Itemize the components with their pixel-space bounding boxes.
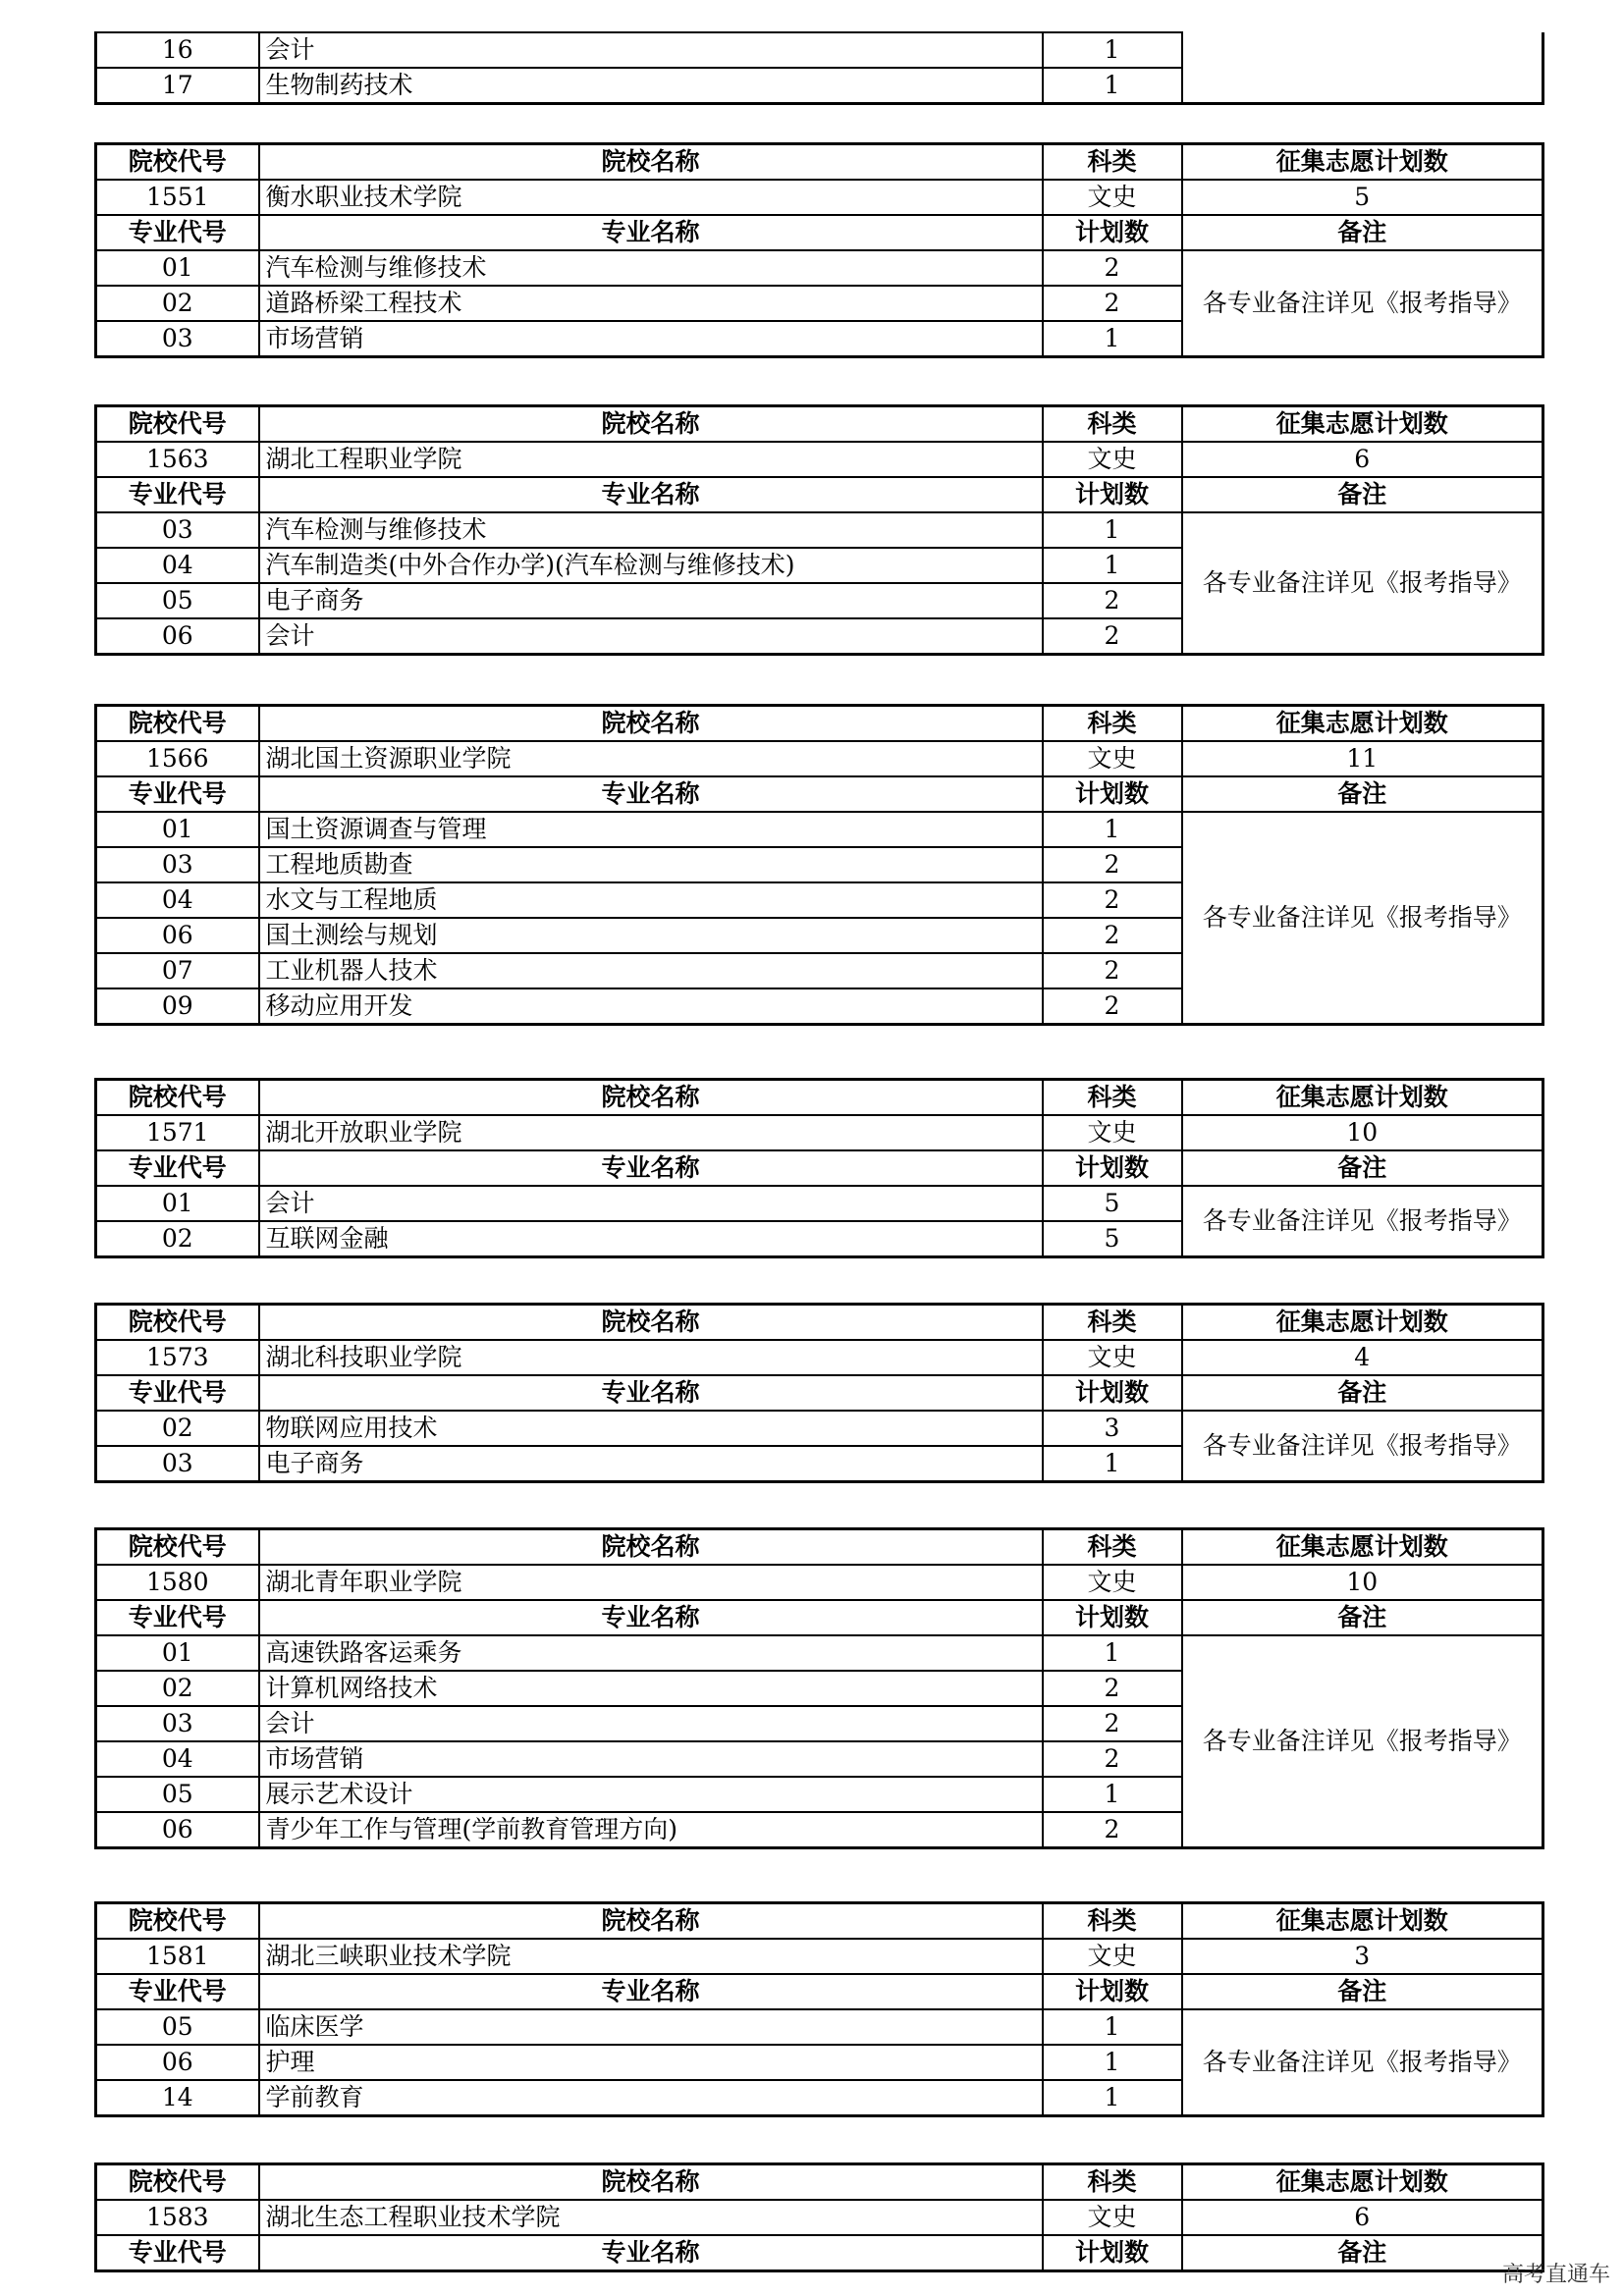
category-header: 科类 [1043,706,1182,742]
table-row [96,1411,1543,1446]
school-code: 1581 [96,1939,259,1974]
school-plan-total: 6 [1182,442,1543,477]
major-name: 电子商务 [259,583,1043,618]
major-name: 互联网金融 [259,1221,1043,1257]
major-plan: 2 [1043,953,1182,988]
school-info-row [96,741,1543,776]
remark-note: 各专业备注详见《报考指导》 [1182,2009,1543,2116]
school-category: 文史 [1043,2200,1182,2235]
major-name: 市场营销 [259,321,1043,357]
school-plan-total: 10 [1182,1565,1543,1600]
school-block [94,1078,1544,1258]
major-plan: 1 [1043,32,1182,68]
major-code: 17 [96,68,259,104]
plan-total-header: 征集志愿计划数 [1182,1903,1543,1940]
school-name: 湖北工程职业学院 [259,442,1043,477]
school-code-header: 院校代号 [96,2164,259,2201]
major-name: 会计 [259,1706,1043,1741]
plan-total-header: 征集志愿计划数 [1182,2164,1543,2201]
school-category: 文史 [1043,1340,1182,1375]
major-code: 04 [96,1741,259,1777]
major-header-row [96,1600,1543,1635]
major-header-row [96,477,1543,512]
major-plan: 1 [1043,1777,1182,1812]
school-block [94,704,1544,1026]
major-name: 物联网应用技术 [259,1411,1043,1446]
major-name: 移动应用开发 [259,988,1043,1025]
remark-note: 各专业备注详见《报考指导》 [1182,1186,1543,1257]
school-code: 1551 [96,180,259,215]
school-code: 1566 [96,741,259,776]
major-plan: 1 [1043,321,1182,357]
plan-total-header: 征集志愿计划数 [1182,1305,1543,1341]
major-code-header: 专业代号 [96,2235,259,2271]
category-header: 科类 [1043,144,1182,181]
major-plan: 2 [1043,1741,1182,1777]
major-code: 06 [96,1812,259,1848]
school-info-row [96,1565,1543,1600]
school-name-header: 院校名称 [259,1080,1043,1116]
major-code: 04 [96,882,259,918]
major-code: 09 [96,988,259,1025]
major-name: 计算机网络技术 [259,1671,1043,1706]
table-row [96,1635,1543,1671]
major-code: 07 [96,953,259,988]
school-info-row [96,1115,1543,1150]
school-header-row [96,706,1543,742]
major-code: 06 [96,618,259,655]
major-code: 03 [96,1446,259,1482]
major-code: 03 [96,512,259,548]
plan-header: 计划数 [1043,1150,1182,1186]
remark-note: 各专业备注详见《报考指导》 [1182,1635,1543,1848]
major-code: 02 [96,286,259,321]
school-name-header: 院校名称 [259,144,1043,181]
major-header-row [96,1150,1543,1186]
school-code: 1571 [96,1115,259,1150]
major-header-row [96,1974,1543,2009]
table-row [96,812,1543,847]
school-name: 湖北开放职业学院 [259,1115,1043,1150]
major-name: 国土测绘与规划 [259,918,1043,953]
major-code: 03 [96,321,259,357]
remark-note: 各专业备注详见《报考指导》 [1182,1411,1543,1482]
major-name: 工程地质勘查 [259,847,1043,882]
school-code-header: 院校代号 [96,706,259,742]
school-category: 文史 [1043,1565,1182,1600]
major-plan: 1 [1043,548,1182,583]
major-header-row [96,776,1543,812]
category-header: 科类 [1043,1903,1182,1940]
school-category: 文史 [1043,442,1182,477]
major-code: 05 [96,583,259,618]
major-code: 01 [96,250,259,286]
school-category: 文史 [1043,180,1182,215]
major-plan: 2 [1043,988,1182,1025]
major-plan: 5 [1043,1186,1182,1221]
major-code: 01 [96,812,259,847]
major-name: 学前教育 [259,2080,1043,2116]
table-row [96,250,1543,286]
major-name: 水文与工程地质 [259,882,1043,918]
major-plan: 1 [1043,2045,1182,2080]
major-code: 02 [96,1411,259,1446]
major-name: 道路桥梁工程技术 [259,286,1043,321]
remark-header: 备注 [1182,477,1543,512]
school-header-row [96,1305,1543,1341]
major-name: 汽车制造类(中外合作办学)(汽车检测与维修技术) [259,548,1043,583]
school-code-header: 院校代号 [96,144,259,181]
school-block [94,1303,1544,1483]
major-plan: 1 [1043,1635,1182,1671]
major-header-row [96,1375,1543,1411]
category-header: 科类 [1043,1305,1182,1341]
remark-header: 备注 [1182,1600,1543,1635]
remark-header: 备注 [1182,1974,1543,2009]
school-plan-total: 4 [1182,1340,1543,1375]
school-code: 1583 [96,2200,259,2235]
major-header-row [96,215,1543,250]
major-plan: 2 [1043,250,1182,286]
remark-header: 备注 [1182,776,1543,812]
plan-header: 计划数 [1043,477,1182,512]
major-code: 06 [96,2045,259,2080]
table-row [96,32,1543,68]
major-name: 电子商务 [259,1446,1043,1482]
remark-note: 各专业备注详见《报考指导》 [1182,250,1543,357]
school-code: 1573 [96,1340,259,1375]
major-code: 02 [96,1671,259,1706]
major-code: 05 [96,1777,259,1812]
major-name: 青少年工作与管理(学前教育管理方向) [259,1812,1043,1848]
school-header-row [96,144,1543,181]
school-header-row [96,1903,1543,1940]
major-code: 04 [96,548,259,583]
major-code: 01 [96,1186,259,1221]
school-header-row [96,1080,1543,1116]
school-name-header: 院校名称 [259,706,1043,742]
major-code-header: 专业代号 [96,776,259,812]
school-code-header: 院校代号 [96,406,259,443]
major-name: 临床医学 [259,2009,1043,2045]
remark-header: 备注 [1182,1375,1543,1411]
school-header-row [96,406,1543,443]
school-info-row [96,1340,1543,1375]
plan-total-header: 征集志愿计划数 [1182,406,1543,443]
major-name-header: 专业名称 [259,1974,1043,2009]
school-category: 文史 [1043,1939,1182,1974]
major-code: 16 [96,32,259,68]
table-row [96,1186,1543,1221]
school-name: 湖北青年职业学院 [259,1565,1043,1600]
table-row [96,512,1543,548]
major-name: 高速铁路客运乘务 [259,1635,1043,1671]
plan-total-header: 征集志愿计划数 [1182,1080,1543,1116]
school-code-header: 院校代号 [96,1529,259,1566]
major-plan: 2 [1043,1812,1182,1848]
school-code-header: 院校代号 [96,1903,259,1940]
watermark: 高考直通车 [1501,2263,1610,2287]
plan-total-header: 征集志愿计划数 [1182,1529,1543,1566]
major-name: 会计 [259,618,1043,655]
category-header: 科类 [1043,1529,1182,1566]
school-header-row [96,1529,1543,1566]
major-name: 国土资源调查与管理 [259,812,1043,847]
school-code: 1580 [96,1565,259,1600]
major-name: 工业机器人技术 [259,953,1043,988]
school-name: 湖北三峡职业技术学院 [259,1939,1043,1974]
school-plan-total: 5 [1182,180,1543,215]
plan-header: 计划数 [1043,1974,1182,2009]
category-header: 科类 [1043,406,1182,443]
major-code-header: 专业代号 [96,1600,259,1635]
remark-header: 备注 [1182,2235,1543,2271]
major-plan: 2 [1043,1671,1182,1706]
major-code: 01 [96,1635,259,1671]
major-name-header: 专业名称 [259,215,1043,250]
school-name-header: 院校名称 [259,1903,1043,1940]
plan-header: 计划数 [1043,1375,1182,1411]
category-header: 科类 [1043,1080,1182,1116]
major-plan: 1 [1043,2080,1182,2116]
major-name: 汽车检测与维修技术 [259,512,1043,548]
school-block [94,2163,1544,2272]
major-code: 03 [96,847,259,882]
school-info-row [96,2200,1543,2235]
major-plan: 1 [1043,2009,1182,2045]
school-plan-total: 11 [1182,741,1543,776]
school-name: 衡水职业技术学院 [259,180,1043,215]
school-plan-total: 10 [1182,1115,1543,1150]
school-info-row [96,180,1543,215]
remark-header: 备注 [1182,1150,1543,1186]
school-block [94,404,1544,656]
major-code-header: 专业代号 [96,477,259,512]
major-plan: 2 [1043,583,1182,618]
plan-header: 计划数 [1043,2235,1182,2271]
major-plan: 2 [1043,618,1182,655]
major-name-header: 专业名称 [259,1600,1043,1635]
school-info-row [96,442,1543,477]
major-plan: 5 [1043,1221,1182,1257]
major-plan: 2 [1043,286,1182,321]
major-plan: 1 [1043,512,1182,548]
school-category: 文史 [1043,1115,1182,1150]
category-header: 科类 [1043,2164,1182,2201]
major-name: 生物制药技术 [259,68,1043,104]
major-name-header: 专业名称 [259,477,1043,512]
major-code: 02 [96,1221,259,1257]
major-name: 护理 [259,2045,1043,2080]
major-name-header: 专业名称 [259,2235,1043,2271]
major-plan: 1 [1043,1446,1182,1482]
school-header-row [96,2164,1543,2201]
remark-note: 各专业备注详见《报考指导》 [1182,512,1543,655]
school-plan-total: 6 [1182,2200,1543,2235]
major-name-header: 专业名称 [259,776,1043,812]
major-code-header: 专业代号 [96,1375,259,1411]
school-code-header: 院校代号 [96,1080,259,1116]
school-block [94,1527,1544,1849]
major-plan: 2 [1043,882,1182,918]
major-header-row [96,2235,1543,2271]
school-name: 湖北生态工程职业技术学院 [259,2200,1043,2235]
major-name: 市场营销 [259,1741,1043,1777]
school-code: 1563 [96,442,259,477]
school-name-header: 院校名称 [259,406,1043,443]
major-code-header: 专业代号 [96,1150,259,1186]
school-name: 湖北国土资源职业学院 [259,741,1043,776]
school-name-header: 院校名称 [259,1305,1043,1341]
school-name-header: 院校名称 [259,1529,1043,1566]
plan-total-header: 征集志愿计划数 [1182,706,1543,742]
major-code: 05 [96,2009,259,2045]
school-code-header: 院校代号 [96,1305,259,1341]
school-block [94,1901,1544,2117]
major-name: 会计 [259,1186,1043,1221]
major-plan: 2 [1043,847,1182,882]
plan-header: 计划数 [1043,1600,1182,1635]
school-name-header: 院校名称 [259,2164,1043,2201]
remark-note: 各专业备注详见《报考指导》 [1182,812,1543,1025]
remark-cell-empty [1182,32,1543,104]
major-code: 14 [96,2080,259,2116]
continuation-table [94,31,1544,105]
major-code: 06 [96,918,259,953]
major-plan: 3 [1043,1411,1182,1446]
major-name: 会计 [259,32,1043,68]
plan-header: 计划数 [1043,776,1182,812]
school-block [94,142,1544,358]
table-row [96,2009,1543,2045]
major-code-header: 专业代号 [96,1974,259,2009]
plan-total-header: 征集志愿计划数 [1182,144,1543,181]
major-name: 汽车检测与维修技术 [259,250,1043,286]
school-name: 湖北科技职业学院 [259,1340,1043,1375]
major-name-header: 专业名称 [259,1375,1043,1411]
major-plan: 2 [1043,918,1182,953]
major-name-header: 专业名称 [259,1150,1043,1186]
major-plan: 2 [1043,1706,1182,1741]
major-plan: 1 [1043,812,1182,847]
major-plan: 1 [1043,68,1182,104]
major-code: 03 [96,1706,259,1741]
school-info-row [96,1939,1543,1974]
plan-header: 计划数 [1043,215,1182,250]
major-name: 展示艺术设计 [259,1777,1043,1812]
major-code-header: 专业代号 [96,215,259,250]
remark-header: 备注 [1182,215,1543,250]
school-plan-total: 3 [1182,1939,1543,1974]
school-category: 文史 [1043,741,1182,776]
